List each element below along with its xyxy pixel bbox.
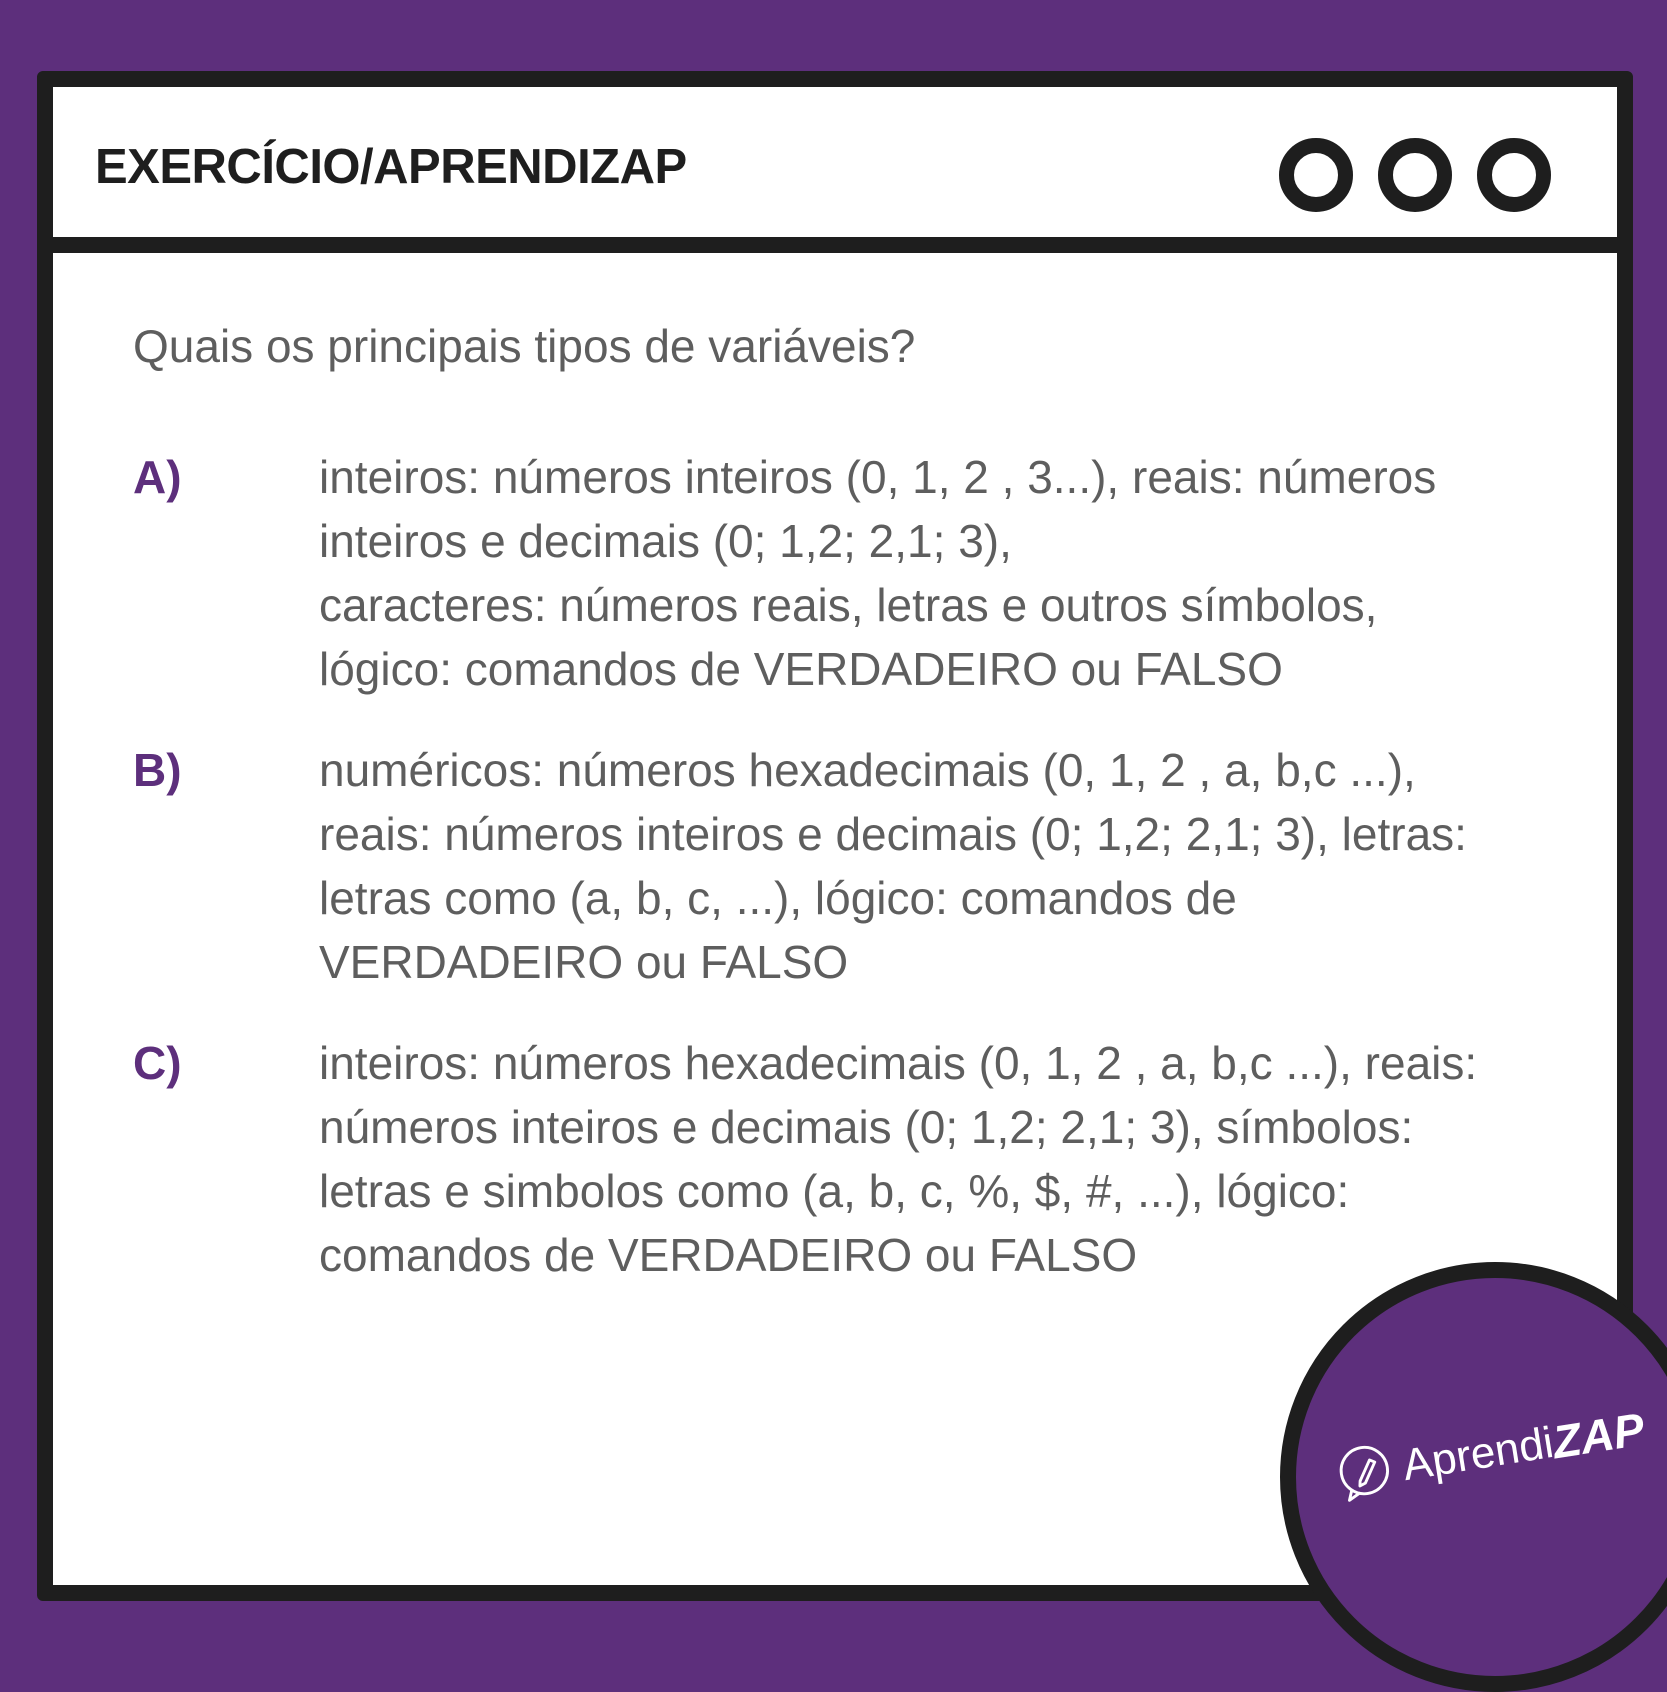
brand-name-bold: ZAP (1548, 1402, 1648, 1469)
option-line: números inteiros e decimais (0; 1,2; 2,1; 3), símbolos: (319, 1101, 1414, 1153)
option-text (319, 445, 1559, 701)
window-title: EXERCÍCIO/APRENDIZAP (95, 140, 687, 194)
window-control-3-circle-icon[interactable] (1477, 138, 1551, 212)
brand-name-light: Aprendi (1399, 1417, 1557, 1491)
option-line: inteiros: números hexadecimais (0, 1, 2 , a, b,c ...), reais: (319, 1037, 1478, 1089)
option-letter: A) (133, 451, 182, 503)
option-line: caracteres: números reais, letras e outros símbolos, (319, 579, 1378, 631)
option-line: VERDADEIRO ou FALSO (319, 936, 849, 988)
option-letter: B) (133, 744, 182, 796)
option-line: letras e simbolos como (a, b, c, %, $, #, ...), lógico: (319, 1165, 1350, 1217)
option-line: reais: números inteiros e decimais (0; 1,2; 2,1; 3), letras: (319, 808, 1467, 860)
option-line: letras como (a, b, c, ...), lógico: comandos de (319, 872, 1237, 924)
window-control-1-circle-icon[interactable] (1279, 138, 1353, 212)
window-control-2-circle-icon[interactable] (1378, 138, 1452, 212)
option-line: lógico: comandos de VERDADEIRO ou FALSO (319, 643, 1283, 695)
option-line: inteiros e decimais (0; 1,2; 2,1; 3), (319, 515, 1012, 567)
question-text: Quais os principais tipos de variáveis? (133, 320, 916, 372)
option-text (319, 738, 1559, 994)
option-line: comandos de VERDADEIRO ou FALSO (319, 1229, 1138, 1281)
option-line: inteiros: números inteiros (0, 1, 2 , 3...), reais: números (319, 451, 1437, 503)
option-letter: C) (133, 1037, 182, 1089)
option-text (319, 1031, 1559, 1287)
window-titlebar (53, 87, 1617, 253)
pencil-chat-icon (1331, 1439, 1397, 1505)
option-line: numéricos: números hexadecimais (0, 1, 2 , a, b,c ...), (319, 744, 1416, 796)
